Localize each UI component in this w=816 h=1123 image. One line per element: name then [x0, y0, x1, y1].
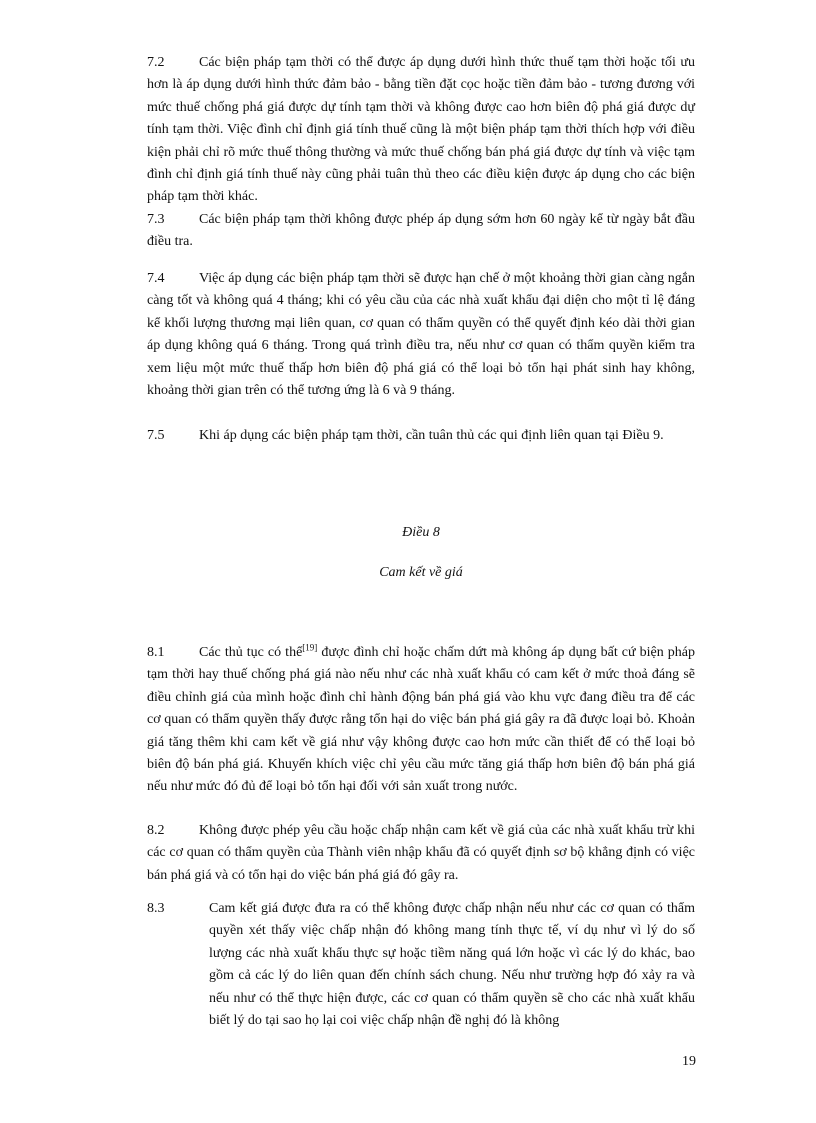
paragraph-number: 8.2	[147, 823, 165, 838]
paragraph-text: Các biện pháp tạm thời có thể được áp dụng dưới hình thức thuế tạm thời hoặc tối ưu hơn là áp dụng dưới hình thức đảm bảo - bằng tiền đặt cọc hoặc tiền đảm bảo - tương đương với mức thuế chống phá giá được dự tính tạm thời và không được cao hơn biên độ phá giá được dự tính tạm thời. Việc đình chỉ định giá tính thuế cũng là một biện pháp tạm thời thích hợp với điều kiện phải chỉ rõ mức thuế thông thường và mức thuế chống bán phá giá được dự tính và việc tạm đình chỉ định giá tính thuế này cũng phải tuân thủ theo các điều kiện được áp dụng cho các biện pháp tạm thời khác.	[147, 55, 695, 205]
paragraph-text: Cam kết giá được đưa ra có thể không được chấp nhận nếu như các cơ quan có thẩm quyền xét thấy việc chấp nhận đó không mang tính thực tế, ví dụ như vì lý do số lượng các nhà xuất khẩu thực sự hoặc tiềm năng quá lớn hoặc vì các lý do khác, bao gồm cả các lý do liên quan đến chính sách chung. Nếu như trường hợp đó xảy ra và nếu như có thể thực hiện được, các cơ quan có thẩm quyền sẽ cho các nhà xuất khẩu biết lý do tại sao họ lại coi việc chấp nhận đề nghị đó là không	[209, 901, 695, 1029]
paragraph-text: Không được phép yêu cầu hoặc chấp nhận cam kết về giá của các nhà xuất khẩu trừ khi các cơ quan có thẩm quyền của Thành viên nhập khẩu đã có quyết định sơ bộ khẳng định có việc bán phá giá và có tổn hại do việc bán phá giá đó gây ra.	[147, 823, 695, 883]
article-heading: Điều 8	[402, 525, 440, 540]
paragraph-text: Các biện pháp tạm thời không được phép áp dụng sớm hơn 60 ngày kể từ ngày bắt đầu điều tra.	[147, 212, 695, 250]
paragraph-8-1	[147, 642, 695, 799]
paragraph-7-4	[147, 268, 695, 402]
paragraph-text-continued: được đình chỉ hoặc chấm dứt mà không áp dụng bất cứ biện pháp tạm thời hay thuế chống phá giá nào nếu như các nhà xuất khẩu có cam kết ở mức thoả đáng sẽ điều chỉnh giá của mình hoặc đình chỉ hành động bán phá giá vào khu vực đang điều tra để các cơ quan có thẩm quyền thấy được rằng tổn hại do việc bán phá giá gây ra đã được loại bỏ. Khoản giá tăng thêm khi cam kết về giá như vậy không được cao hơn mức cần thiết để có thể loại bỏ biên độ bán phá giá. Khuyến khích việc chỉ yêu cầu mức tăng giá thấp hơn biên độ bán phá giá nếu như mức đó đủ để loại bỏ tổn hại đối với sản xuất trong nước.	[147, 645, 695, 795]
paragraph-number: 7.4	[147, 271, 165, 286]
paragraph-number: 8.3	[147, 901, 165, 916]
paragraph-text: Các thủ tục có thể	[199, 645, 303, 660]
paragraph-8-3	[147, 898, 695, 1032]
paragraph-number: 7.2	[147, 55, 165, 70]
paragraph-text: Việc áp dụng các biện pháp tạm thời sẽ được hạn chế ở một khoảng thời gian càng ngắn càng tốt và không quá 4 tháng; khi có yêu cầu của các nhà xuất khẩu đại diện cho một tỉ lệ đáng kể khối lượng thương mại liên quan, cơ quan có thẩm quyền có thể quyết định kéo dài thời gian áp dụng không quá 6 tháng. Trong quá trình điều tra, nếu như cơ quan có thẩm quyền kiểm tra xem liệu một mức thuế thấp hơn biên độ phá giá có thể loại bỏ tổn hại phát sinh hay không, khoảng thời gian trên có thể tương ứng là 6 và 9 tháng.	[147, 271, 695, 399]
paragraph-7-5	[147, 425, 695, 447]
paragraph-number: 7.5	[147, 428, 165, 443]
paragraph-text: Khi áp dụng các biện pháp tạm thời, cần tuân thủ các qui định liên quan tại Điều 9.	[199, 428, 664, 443]
paragraph-7-3	[147, 209, 695, 254]
article-subheading: Cam kết về giá	[379, 565, 463, 580]
paragraph-7-2	[147, 52, 695, 209]
page-number: 19	[682, 1054, 696, 1069]
paragraph-number: 8.1	[147, 645, 165, 660]
paragraph-number: 7.3	[147, 212, 165, 227]
footnote-reference[interactable]: [19]	[302, 642, 318, 653]
paragraph-8-2	[147, 820, 695, 887]
